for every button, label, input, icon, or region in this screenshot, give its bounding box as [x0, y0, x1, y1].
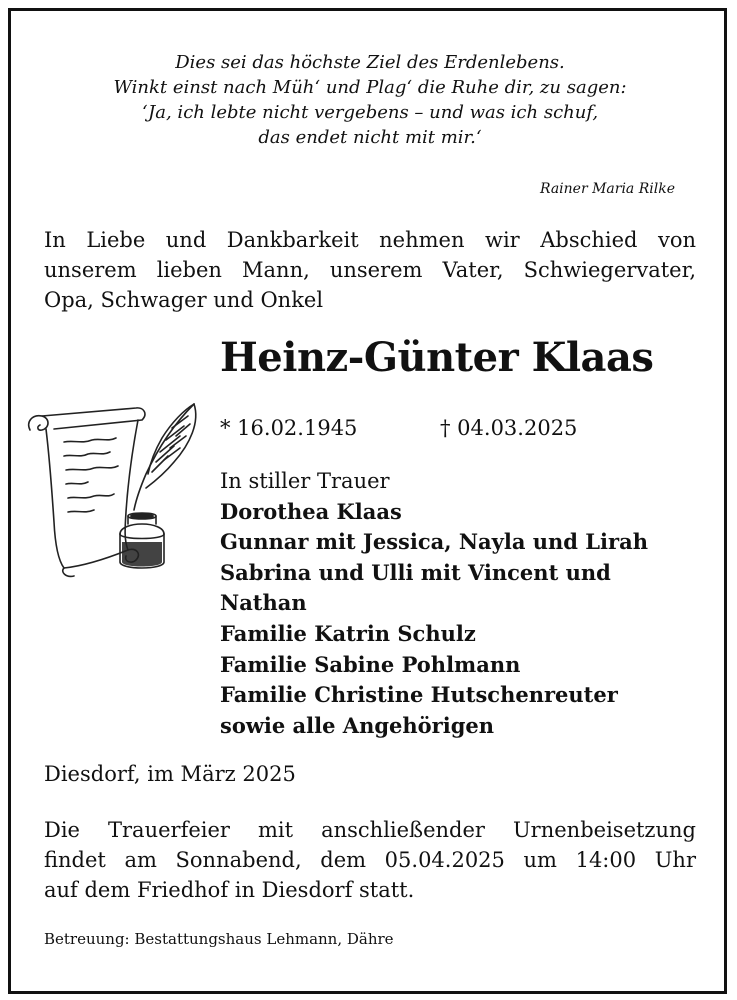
scroll-quill-inkwell-icon: [24, 382, 214, 584]
intro-line: unserem lieben Mann, unserem Vater, Schwiegervater,: [44, 258, 696, 282]
mourner-name: Nathan: [220, 590, 307, 616]
death-date: † 04.03.2025: [440, 416, 578, 440]
intro-line: In Liebe und Dankbarkeit nehmen wir Abschied von: [44, 228, 696, 252]
quote-line: das endet nicht mit mir.‘: [258, 127, 482, 148]
ceremony-line: findet am Sonnabend, dem 05.04.2025 um 14:00 Uhr: [44, 848, 696, 872]
mourner-name: Familie Christine Hutschenreuter: [220, 682, 618, 708]
intro-line: Opa, Schwager und Onkel: [44, 288, 324, 312]
mourners-lead: In stiller Trauer: [220, 469, 390, 493]
quote-block: [60, 50, 680, 150]
birth-date: * 16.02.1945: [220, 416, 358, 440]
quote-author: Rainer Maria Rilke: [539, 181, 675, 197]
mourner-name: Gunnar mit Jessica, Nayla und Lirah: [220, 529, 648, 555]
intro-text: [44, 225, 696, 315]
mourner-name: Sabrina und Ulli mit Vincent und: [220, 559, 611, 585]
mourner-name: Familie Katrin Schulz: [220, 620, 476, 646]
mourner-name: Dorothea Klaas: [220, 498, 402, 524]
ceremony-info: [44, 815, 696, 905]
funeral-home-credit: Betreuung: Bestattungshaus Lehmann, Dähre: [44, 930, 394, 948]
ceremony-line: auf dem Friedhof in Diesdorf statt.: [44, 878, 415, 902]
ceremony-line: Die Trauerfeier mit anschließender Urnenbeisetzung: [44, 818, 696, 842]
mourner-name: sowie alle Angehörigen: [220, 712, 495, 738]
quote-line: ‘Ja, ich lebte nicht vergebens – und was ich schuf,: [141, 102, 599, 123]
place-date: Diesdorf, im März 2025: [44, 762, 296, 786]
quote-line: Dies sei das höchste Ziel des Erdenlebens.: [175, 52, 565, 73]
deceased-name: Heinz-Günter Klaas: [220, 334, 654, 381]
mourner-name: Familie Sabine Pohlmann: [220, 651, 521, 677]
mourners-list: [220, 466, 690, 741]
quote-line: Winkt einst nach Müh‘ und Plag‘ die Ruhe dir, zu sagen:: [113, 77, 627, 98]
